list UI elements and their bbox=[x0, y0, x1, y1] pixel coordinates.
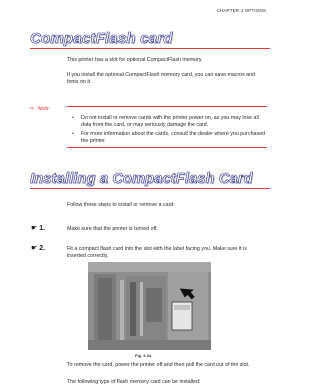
note-item bbox=[73, 131, 267, 145]
figure-caption: Fig. 4-04 bbox=[135, 353, 152, 358]
note-item bbox=[73, 115, 267, 129]
bullet-icon: • bbox=[72, 115, 74, 121]
printer-slot-illustration bbox=[88, 262, 211, 350]
section-title-compactflash: CompactFlash card bbox=[30, 30, 173, 47]
step-text: Fit a compact flash card into the slot with the label facing you. Make sure it is inserted correctly. bbox=[67, 246, 247, 260]
step-number: ☛ 2. bbox=[31, 245, 46, 252]
chapter-header: CHAPTER 4 OPTIONS bbox=[216, 8, 266, 13]
remove-paragraph: To remove the card, power the printer off and then pull the card out of the slot. bbox=[67, 362, 250, 368]
printer-slot-photo bbox=[88, 262, 211, 350]
section-title-installing: Installing a CompactFlash Card bbox=[30, 171, 253, 187]
pointing-hand-icon: ☛ bbox=[31, 245, 38, 252]
title-underline bbox=[30, 48, 270, 49]
step-text: Make sure that the printer is turned off. bbox=[67, 226, 158, 232]
steps-intro: Follow these steps to install or remove a card: bbox=[67, 202, 175, 208]
macros-paragraph: If you install the optional CompactFlash memory card, you can save macros and fonts on it. bbox=[67, 72, 256, 86]
note-item-text: Do not install or remove cards with the printer power on, as you may lose all data from the card, or may seriously damage the card. bbox=[81, 115, 259, 129]
note-arrow-icon: ➪ bbox=[30, 106, 35, 112]
bullet-icon: • bbox=[72, 131, 74, 137]
intro-paragraph: This printer has a slot for optional CompactFlash memory. bbox=[67, 57, 203, 63]
title-underline bbox=[30, 188, 270, 189]
note-top-rule bbox=[67, 106, 267, 107]
step-number: ☛ 1. bbox=[31, 225, 46, 232]
types-paragraph: The following type of flash memory card can be installed: bbox=[67, 379, 201, 385]
pointing-hand-icon: ☛ bbox=[31, 225, 38, 232]
note-bottom-rule bbox=[67, 147, 267, 148]
note-label-text: Note bbox=[37, 106, 49, 112]
note-item-text: For more information about the cards, consult the dealer where you purchased the printer. bbox=[81, 131, 266, 145]
note-label bbox=[30, 106, 49, 112]
